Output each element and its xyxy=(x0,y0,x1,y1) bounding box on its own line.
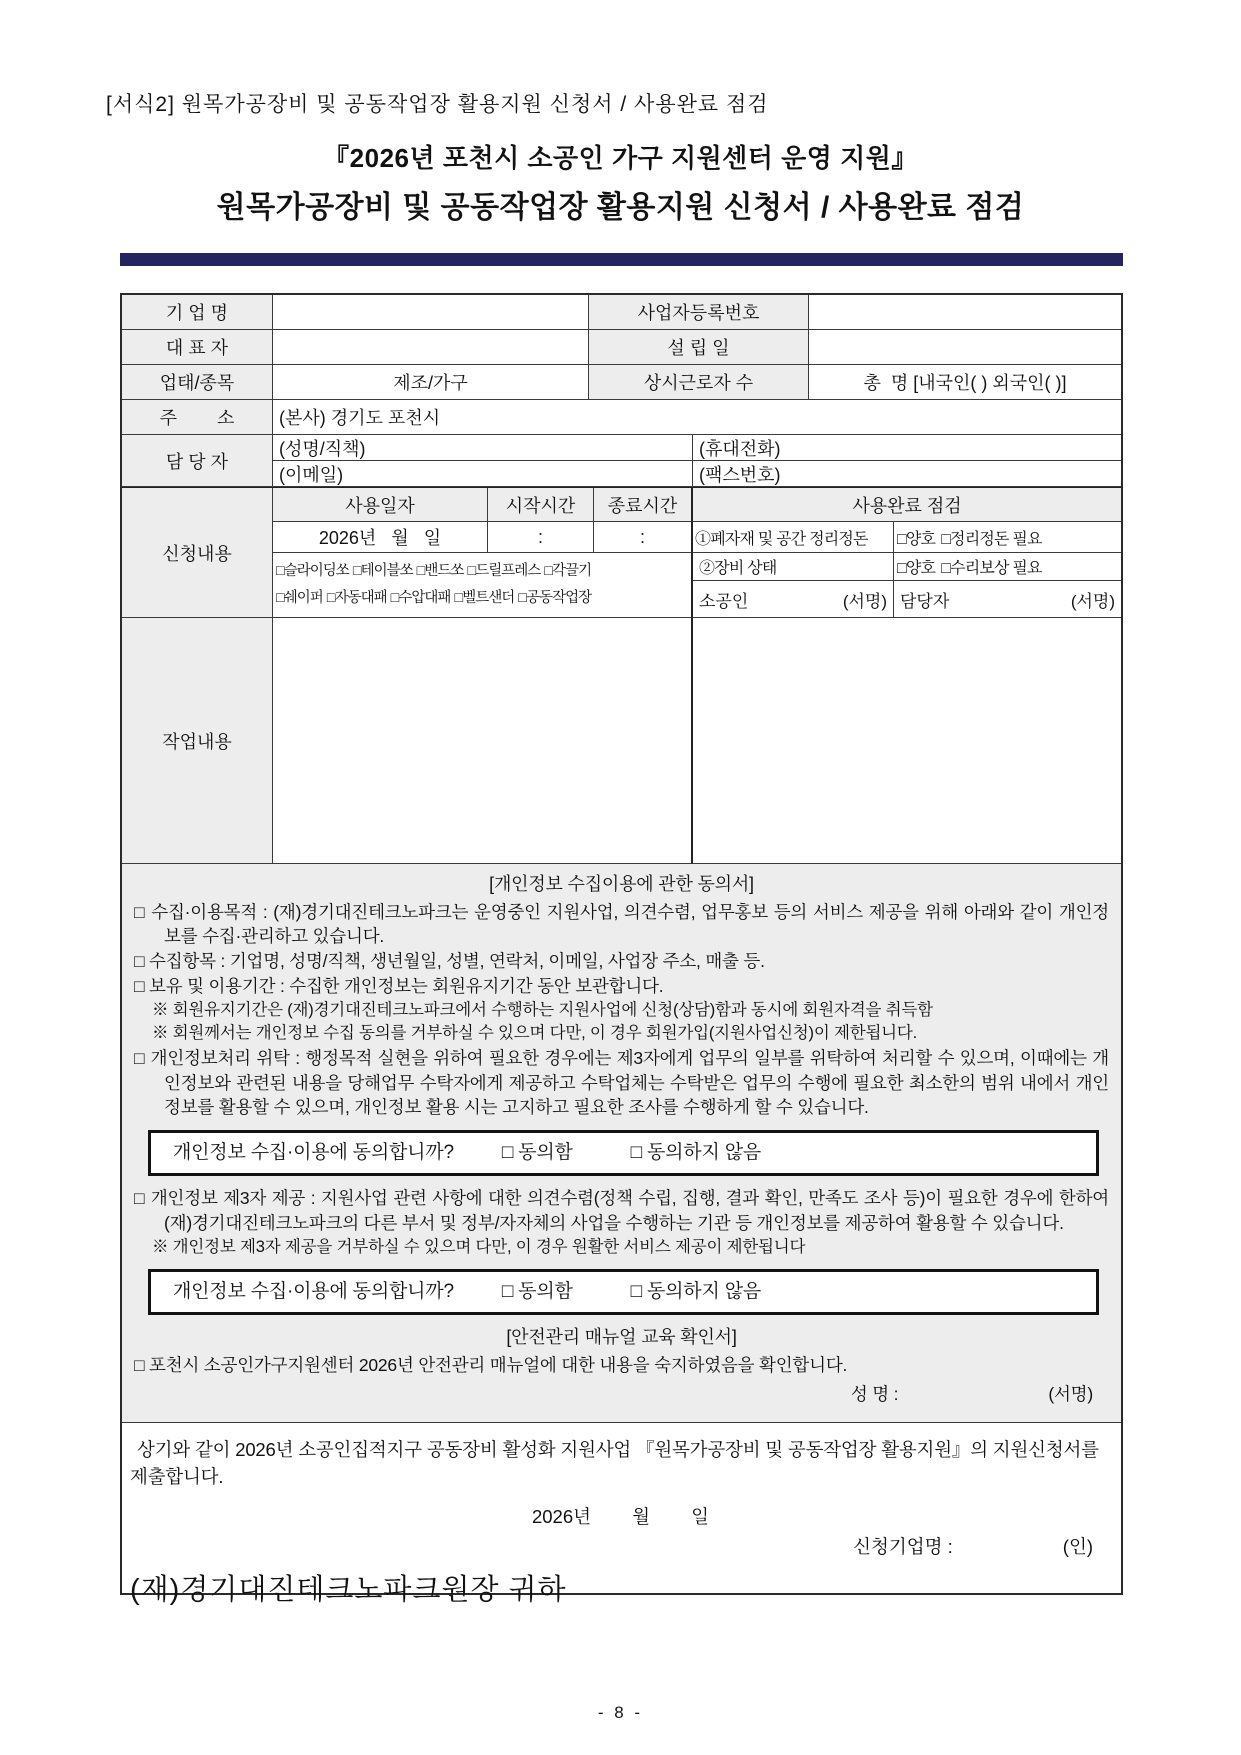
workers-label: 상시근로자 수 xyxy=(589,365,809,400)
safety-confirm-checkbox-line[interactable]: □ 포천시 소공인가구지원센터 2026년 안전관리 매뉴얼에 대한 내용을 숙지하였음을 확인합니다. xyxy=(134,1354,848,1375)
form-tag: [서식2] 원목가공장비 및 공동작업장 활용지원 신청서 / 사용완료 점검 xyxy=(106,93,769,116)
safety-name-field[interactable]: 성 명 : xyxy=(850,1383,899,1404)
machine-checkbox-mortiser[interactable]: □각끌기 xyxy=(544,563,592,580)
machine-checkbox-auto-planer[interactable]: □자동대패 xyxy=(326,590,387,606)
consent-box-third-party xyxy=(148,1269,1099,1315)
row-industry xyxy=(122,365,1121,400)
founded-label: 설 립 일 xyxy=(589,330,809,365)
machine-checkbox-jointer[interactable]: □수압대패 xyxy=(390,590,451,606)
machine-checkbox-drill-press[interactable]: □드릴프레스 xyxy=(467,563,541,580)
founded-date-field[interactable] xyxy=(809,330,1121,365)
page-number: - 8 - xyxy=(597,1703,644,1722)
privacy-collect-items-text: □ 수집항목 : 기업명, 성명/직책, 생년월일, 성별, 연락처, 이메일, 사업장 주소, 매출 등. xyxy=(134,951,765,972)
request-machines-row xyxy=(273,553,1121,618)
title-divider-bar xyxy=(120,253,1123,266)
privacy-consignment-text: □ 개인정보처리 위탁 : 행정목적 실현을 위하여 필요한 경우에는 제3자에게 업무의 일부를 위탁하여 처리할 수 있으며, 이때에는 개인정보와 관련된 내용을 당해업무 수탁자에게 제공하고 수탁업체는 수탁받은 업무의 수행에 필요한 최소한의 범위 내에서 개인정보를 활용할 수 있으며, 개인정보 활용 시는 고지하고 필요한 조사를 수행하게 할 수 있습니다. xyxy=(134,1047,1109,1118)
manager-name-field[interactable]: (성명/직책) xyxy=(273,435,693,461)
safety-sign-suffix: (서명) xyxy=(1048,1383,1093,1404)
row-work-content xyxy=(122,618,1121,864)
use-date-header: 사용일자 xyxy=(273,488,488,522)
manager-sign-label: 담당자 xyxy=(900,591,950,611)
industry-label: 업태/종목 xyxy=(122,365,273,400)
manager-label: 담 당 자 xyxy=(122,435,273,487)
machine-checkbox-belt-sander[interactable]: □벨트샌더 xyxy=(454,590,515,606)
consent1-agree-checkbox[interactable]: □ 동의함 xyxy=(501,1141,573,1163)
privacy-purpose-text: □ 수집·이용목적 : (재)경기대진테크노파크는 운영중인 지원사업, 의견수렴, 업무홍보 등의 서비스 제공을 위해 아래와 같이 개인정보를 수집·관리하고 있습니다. xyxy=(134,901,1109,947)
consent-question-1: 개인정보 수집·이용에 동의합니까? xyxy=(173,1141,454,1163)
request-area xyxy=(273,488,1121,618)
submission-statement: 상기와 같이 2026년 소공인집적지구 공동장비 활성화 지원사업 『원목가공장비 및 공동작업장 활용지원』의 지원신청서를 제출합니다. xyxy=(130,1439,1099,1487)
row-manager xyxy=(122,435,1121,487)
machine-line-1 xyxy=(276,558,592,585)
request-header-row xyxy=(273,488,1121,522)
manager-mobile-field[interactable]: (휴대전화) xyxy=(693,435,1121,461)
check1-good-checkbox[interactable]: □양호 xyxy=(897,530,936,548)
page-title-form: 원목가공장비 및 공동작업장 활용지원 신청서 / 사용완료 점검 xyxy=(216,191,1025,224)
start-time-header: 시작시간 xyxy=(488,488,594,522)
consent-box-collection xyxy=(148,1130,1099,1176)
row-request xyxy=(122,487,1121,618)
start-time-field[interactable]: : xyxy=(488,522,594,553)
manager-fax-field[interactable]: (팩스번호) xyxy=(693,461,1121,487)
privacy-refusal-note: ※ 회원께서는 개인정보 수집 동의를 거부하실 수 있으며 다만, 이 경우 회원가입(지원사업신청)이 제한됩니다. xyxy=(152,1024,918,1043)
use-date-field[interactable]: 2026년 월 일 xyxy=(273,522,488,553)
end-time-header: 종료시간 xyxy=(594,488,693,522)
privacy-third-party-text: □ 개인정보 제3자 제공 : 지원사업 관련 사항에 대한 의견수렴(정책 수립, 집행, 결과 확인, 만족도 조사 등)이 필요한 경우에 한하여 (재)경기대진테크노파크의 다른 부서 및 정부/자자체의 사업을 수행하는 기관 등 개인정보를 제공하여 활용할 수 있습니다. xyxy=(134,1188,1109,1234)
check1-label: ①폐자재 및 공간 정리정돈 xyxy=(693,522,894,553)
privacy-membership-note: ※ 회원유지기간은 (재)경기대진테크노파크에서 수행하는 지원사업에 신청(상담)함과 동시에 회원자격을 취득함 xyxy=(152,1000,933,1019)
privacy-third-party-note: ※ 개인정보 제3자 제공을 거부하실 수 있으며 다만, 이 경우 원활한 서비스 제공이 제한됩니다 xyxy=(152,1237,806,1256)
check1-options xyxy=(894,522,1121,553)
check2-label: ②장비 상태 xyxy=(693,553,894,581)
business-reg-field[interactable] xyxy=(809,295,1121,330)
workers-count-field[interactable]: 총 명 [내국인( ) 외국인( )] xyxy=(809,365,1121,400)
applicant-line xyxy=(130,1533,1111,1559)
ceo-label: 대 표 자 xyxy=(122,330,273,365)
company-name-label: 기 업 명 xyxy=(122,295,273,330)
consent-question-2: 개인정보 수집·이용에 동의합니까? xyxy=(173,1280,454,1302)
address-field[interactable]: (본사) 경기도 포천시 xyxy=(273,400,1121,435)
work-section-label: 작업내용 xyxy=(122,618,273,864)
consent1-disagree-checkbox[interactable]: □ 동의하지 않음 xyxy=(630,1141,761,1163)
consent2-disagree-checkbox[interactable]: □ 동의하지 않음 xyxy=(630,1280,761,1302)
business-reg-label: 사업자등록번호 xyxy=(589,295,809,330)
end-time-field[interactable]: : xyxy=(594,522,693,553)
machine-checkbox-band-saw[interactable]: □밴드쏘 xyxy=(416,563,464,580)
machine-line-2 xyxy=(276,585,592,612)
safety-name-line xyxy=(134,1382,1109,1407)
manager-sign-suffix: (서명) xyxy=(1070,591,1115,611)
row-address xyxy=(122,400,1121,435)
privacy-consent-section xyxy=(122,864,1121,1423)
small-owner-signature-field[interactable] xyxy=(693,581,894,618)
completion-check-area xyxy=(693,553,1121,618)
request-section-label: 신청내용 xyxy=(122,488,273,618)
privacy-retention-text: □ 보유 및 이용기간 : 수집한 개인정보는 회원유지기간 동안 보관합니다. xyxy=(134,976,664,997)
ceo-name-field[interactable] xyxy=(273,330,589,365)
submission-section xyxy=(122,1423,1121,1606)
completion-note-field[interactable] xyxy=(693,618,1121,864)
machine-checkbox-table-saw[interactable]: □테이블쏘 xyxy=(352,563,413,580)
machine-checkbox-shaper[interactable]: □쉐이퍼 xyxy=(276,590,323,606)
machine-checkbox-shared-workshop[interactable]: □공동작업장 xyxy=(518,590,592,606)
request-date-row xyxy=(273,522,1121,553)
submission-date-field[interactable]: 2026년 월 일 xyxy=(531,1505,709,1527)
row-ceo xyxy=(122,330,1121,365)
privacy-section-title: [개인정보 수집이용에 관한 동의서] xyxy=(489,874,754,894)
check1-need-checkbox[interactable]: □정리정돈 필요 xyxy=(941,530,1042,548)
check2-good-checkbox[interactable]: □양호 xyxy=(897,560,936,577)
check2-options xyxy=(894,553,1121,581)
page-title-program: 『2026년 포천시 소공인 가구 지원센터 운영 지원』 xyxy=(323,143,918,173)
check2-repair-checkbox[interactable]: □수리보상 필요 xyxy=(941,560,1042,577)
manager-fields xyxy=(273,435,1121,487)
applicant-seal-suffix: (인) xyxy=(1062,1535,1093,1557)
recipient-line: (재)경기대진테크노파크원장 귀하 xyxy=(130,1573,567,1606)
small-owner-sign-suffix: (서명) xyxy=(842,591,887,611)
company-name-field[interactable] xyxy=(273,295,589,330)
industry-value: 제조/가구 xyxy=(273,365,589,400)
safety-section-title: [안전관리 매뉴얼 교육 확인서] xyxy=(506,1327,737,1348)
machine-checkbox-sliding-saw[interactable]: □슬라이딩쏘 xyxy=(276,563,349,580)
manager-signature-field[interactable] xyxy=(894,581,1121,618)
consent2-agree-checkbox[interactable]: □ 동의함 xyxy=(501,1280,573,1302)
applicant-company-field[interactable]: 신청기업명 : xyxy=(853,1535,953,1557)
address-label: 주 소 xyxy=(122,400,273,435)
manager-email-field[interactable]: (이메일) xyxy=(273,461,693,487)
work-content-field[interactable] xyxy=(273,618,693,864)
small-owner-label: 소공인 xyxy=(699,591,749,611)
completion-check-header: 사용완료 점검 xyxy=(693,488,1121,522)
application-table xyxy=(120,293,1123,1606)
row-company-name xyxy=(122,295,1121,330)
machine-checkbox-group xyxy=(273,553,693,618)
